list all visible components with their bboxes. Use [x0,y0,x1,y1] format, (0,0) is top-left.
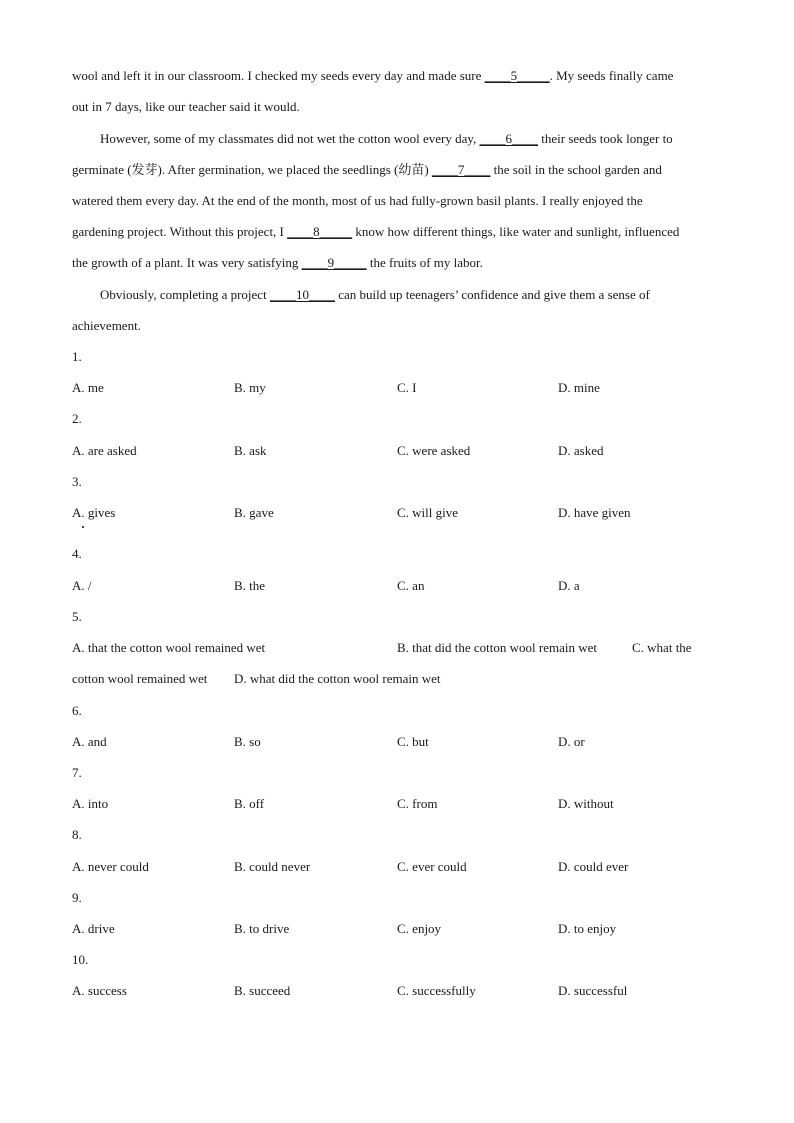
passage-line-4 [72,162,662,178]
option-a[interactable]: A. me [72,380,104,395]
option-a[interactable]: A. / [72,578,92,593]
option-b[interactable]: B. to drive [234,921,290,936]
question-number: 6. [72,703,82,718]
passage-text: the growth of a plant. It was very satisfying [72,255,302,270]
option-c[interactable]: C. will give [397,505,459,520]
passage-line-2 [72,99,300,115]
passage-text: the fruits of my labor. [366,255,483,270]
question-number: 7. [72,765,82,780]
passage-line-7 [72,255,483,271]
option-c[interactable]: C. but [397,734,429,749]
option-d[interactable]: D. have given [558,505,631,520]
option-b[interactable]: B. ask [234,443,267,458]
option-c[interactable]: C. successfully [397,983,476,998]
passage-text: However, some of my classmates did not wet the cotton wool every day, [100,131,480,146]
option-a[interactable]: A. are asked [72,443,137,458]
option-d[interactable]: D. what did the cotton wool remain wet [234,671,441,686]
option-d[interactable]: D. or [558,734,585,749]
option-c-part-1[interactable]: C. what the [632,640,692,655]
option-c-part-2[interactable]: cotton wool remained wet [72,671,208,686]
option-d[interactable]: D. mine [558,380,600,395]
option-d[interactable]: D. successful [558,983,628,998]
option-a[interactable]: A. drive [72,921,115,936]
passage-text: achievement. [72,318,141,333]
option-b[interactable]: B. could never [234,859,311,874]
question-number: 3. [72,474,82,489]
option-d[interactable]: D. could ever [558,859,629,874]
blank-6: ____6____ [479,131,539,146]
passage-text: their seeds took longer to [538,131,673,146]
option-b[interactable]: B. the [234,578,266,593]
option-d[interactable]: D. without [558,796,614,811]
passage-text: know how different things, like water and sunlight, influenced [352,224,680,239]
passage-text: gardening project. Without this project, I [72,224,288,239]
option-c[interactable]: C. from [397,796,438,811]
option-c[interactable]: C. ever could [397,859,467,874]
blank-7: ____7____ [431,162,491,177]
option-a[interactable]: A. success [72,983,127,998]
option-b[interactable]: B. so [234,734,261,749]
passage-text: germinate (发芽). After germination, we placed the seedlings (幼苗) [72,162,432,177]
question-number: 2. [72,411,82,426]
option-c[interactable]: C. I [397,380,417,395]
passage-text: . My seeds finally came [549,68,674,83]
option-a[interactable]: A. into [72,796,109,811]
passage-line-6 [72,224,679,240]
passage-line-5 [72,193,643,209]
passage-text: out in 7 days, like our teacher said it would. [72,99,300,114]
passage-text: the soil in the school garden and [490,162,662,177]
option-b[interactable]: B. that did the cotton wool remain wet [397,640,598,655]
option-b[interactable]: B. my [234,380,266,395]
question-number: 4. [72,546,82,561]
passage-line-3 [100,131,673,147]
blank-10: ____10____ [269,287,335,302]
blank-8: ____8_____ [287,224,353,239]
option-a[interactable]: A. that the cotton wool remained wet [72,640,266,655]
blank-9: ____9_____ [301,255,367,270]
option-d[interactable]: D. a [558,578,580,593]
passage-line-1 [72,68,673,84]
option-c[interactable]: C. enjoy [397,921,442,936]
option-a[interactable]: A. gives [72,505,116,520]
question-number: 8. [72,827,82,842]
passage-text: wool and left it in our classroom. I checked my seeds every day and made sure [72,68,485,83]
stray-dot-mark [82,526,84,528]
option-c[interactable]: C. an [397,578,425,593]
question-number: 5. [72,609,82,624]
passage-text: watered them every day. At the end of the month, most of us had fully-grown basil plants. I really enjoyed the [72,193,643,208]
question-number: 9. [72,890,82,905]
passage-line-9 [72,318,141,334]
option-a[interactable]: A. never could [72,859,149,874]
option-b[interactable]: B. succeed [234,983,291,998]
question-number: 1. [72,349,82,364]
blank-5: ____5_____ [484,68,550,83]
option-d[interactable]: D. to enjoy [558,921,617,936]
option-c[interactable]: C. were asked [397,443,471,458]
option-a[interactable]: A. and [72,734,107,749]
passage-text: Obviously, completing a project [100,287,270,302]
passage-line-8 [100,287,650,303]
option-b[interactable]: B. off [234,796,265,811]
question-number: 10. [72,952,89,967]
option-d[interactable]: D. asked [558,443,604,458]
option-b[interactable]: B. gave [234,505,274,520]
passage-text: can build up teenagers’ confidence and give them a sense of [334,287,650,302]
